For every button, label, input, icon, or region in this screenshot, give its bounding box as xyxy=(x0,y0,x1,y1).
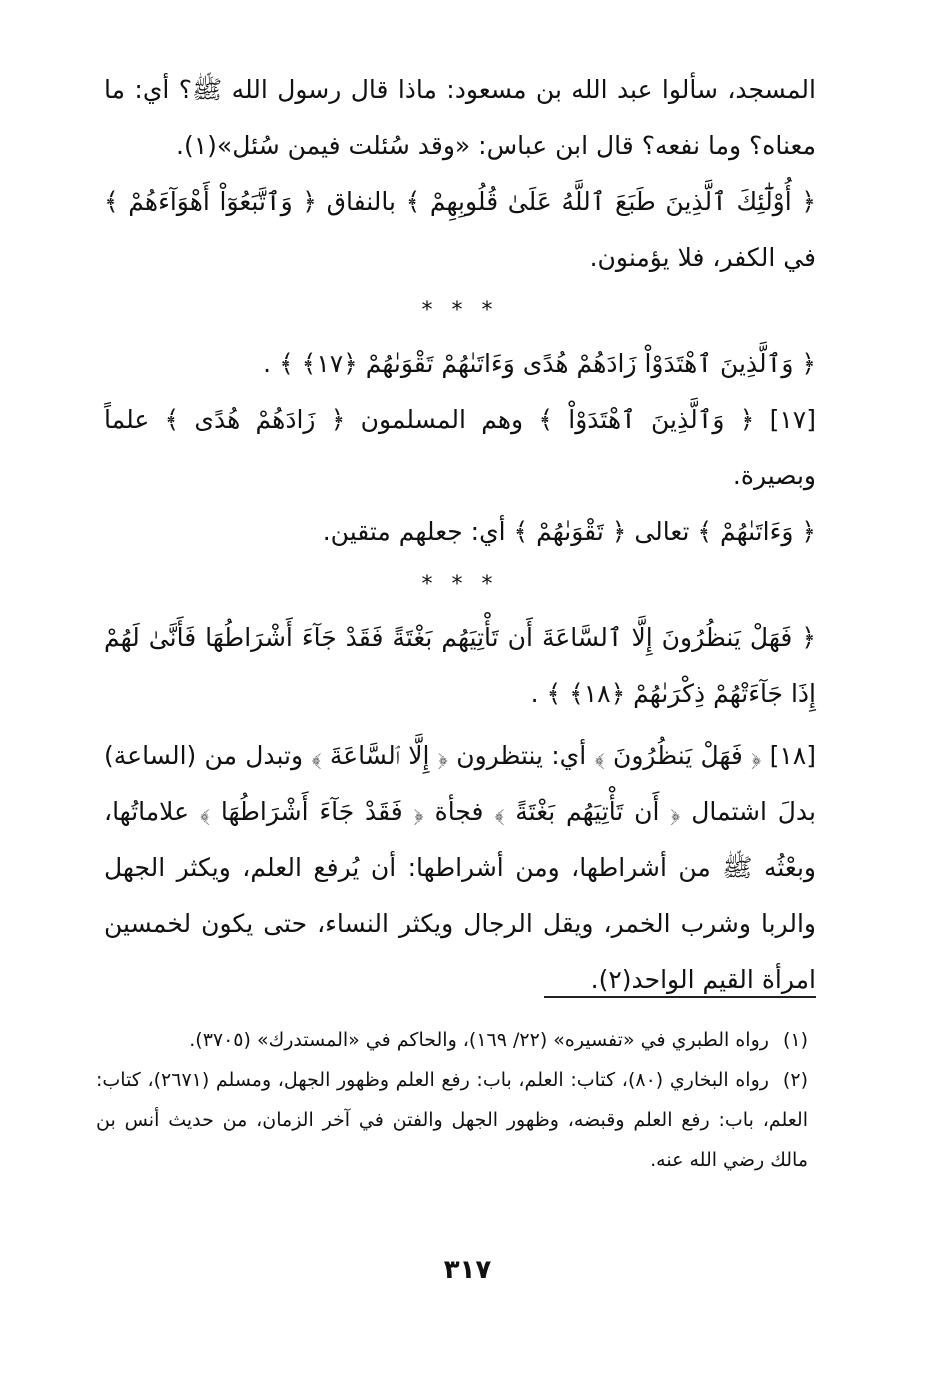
main-text xyxy=(104,62,816,1008)
paragraph-verse-16-tafsir: ﴿ أُوْلَٰٓئِكَ ٱلَّذِينَ طَبَعَ ٱللَّهُ عَلَىٰ قُلُوبِهِمْ ﴾ بالنفاق ﴿ وَٱتَّبَعُوٓاْ أَهْوَآءَهُمْ ﴾ في الكفر، فلا يؤمنون. xyxy=(104,187,816,272)
paragraph-intro: المسجد، سألوا عبد الله بن مسعود: ماذا قال رسول الله ﷺ؟ أي: ما معناه؟ وما نفعه؟ قال ابن عباس: «وقد سُئلت فيمن سُئل»(١). xyxy=(104,75,816,160)
tafsir-18: [١٨] ﴿ فَهَلْ يَنظُرُونَ ﴾ أي: ينتظرون ﴿ إِلَّا ٱلسَّاعَةَ ﴾ وتبدل من (الساعة) بدلَ اشتمال ﴿ أَن تَأْتِيَهُم بَغْتَةً ﴾ فجأة ﴿ فَقَدْ جَآءَ أَشْرَاطُهَا ﴾ علاماتُها، وبعْثُه ﷺ من أشراطها، ومن أشراطها: أن يُرفع العلم، ويكثر الجهل والربا وشرب الخمر، ويقل الرجال ويكثر النساء، حتى يكون لخمسين امرأة القيم الواحد(٢). xyxy=(104,741,816,994)
tafsir-17-line-2: ﴿ وَءَاتَىٰهُمْ ﴾ تعالى ﴿ تَقْوَىٰهُمْ ﴾ أي: جعلهم متقين. xyxy=(322,517,816,546)
tafsir-17-line-1: [١٧] ﴿ وَٱلَّذِينَ ٱهْتَدَوْاْ ﴾ وهم المسلمون ﴿ زَادَهُمْ هُدًى ﴾ علماً وبصيرة. xyxy=(104,405,816,490)
page-number: ٣١٧ xyxy=(443,1255,492,1285)
footnote-divider xyxy=(544,996,816,998)
footnote-text: رواه الطبري في «تفسيره» (٢٢/ ١٦٩)، والحاكم في «المستدرك» (٣٧٠٥). xyxy=(189,1029,769,1051)
footnotes xyxy=(96,1020,808,1180)
verse-17: ﴿ وَٱلَّذِينَ ٱهْتَدَوْاْ زَادَهُمْ هُدًى وَءَاتَىٰهُمْ تَقْوَىٰهُمْ ﴿١٧﴾ ﴾ . xyxy=(263,349,816,378)
verse-18: ﴿ فَهَلْ يَنظُرُونَ إِلَّا ٱلسَّاعَةَ أَن تَأْتِيَهُم بَغْتَةً فَقَدْ جَآءَ أَشْرَاطُهَا فَأَنَّىٰ لَهُمْ إِذَا جَآءَتْهُمْ ذِكْرَىٰهُمْ ﴿١٨﴾ ﴾ . xyxy=(104,623,816,708)
footnote-number: (٢) xyxy=(782,1069,808,1091)
section-separator: * * * xyxy=(421,298,499,323)
footnote-text: رواه البخاري (٨٠)، كتاب: العلم، باب: رفع العلم وظهور الجهل، ومسلم (٢٦٧١)، كتاب: العلم، باب: رفع العلم وقبضه، وظهور الجهل والفتن في آخر الزمان، من حديث أنس بن مالك رضي الله عنه. xyxy=(96,1069,808,1171)
footnote-1 xyxy=(96,1020,808,1060)
footnote-2 xyxy=(96,1060,808,1180)
footnote-number: (١) xyxy=(782,1029,808,1051)
section-separator: * * * xyxy=(421,572,499,597)
